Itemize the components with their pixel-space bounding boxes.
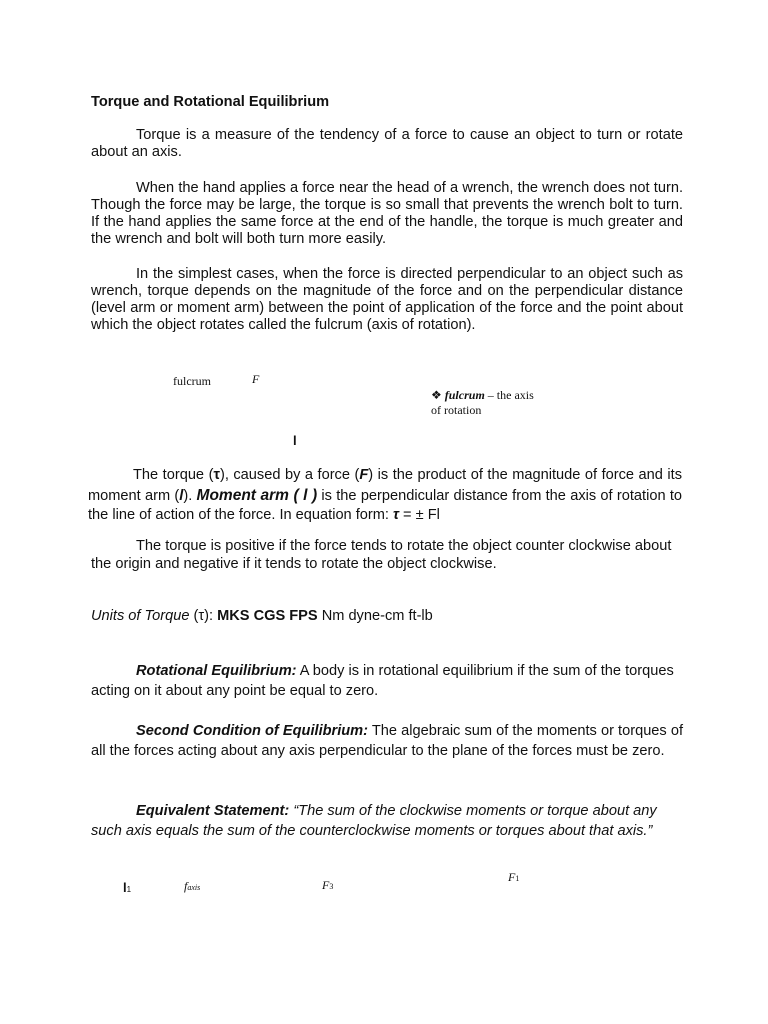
- rotational-equilibrium-term: Rotational Equilibrium:: [136, 663, 297, 679]
- force-label: F: [252, 372, 260, 386]
- fulcrum-note-text: – the axis: [484, 388, 534, 402]
- arm-1-label: l1: [123, 880, 132, 895]
- paragraph-simplest-cases: In the simplest cases, when the force is directed perpendicular to an object such as wrench, torque depends on the magnitude of the force and on the perpendicular distance (level arm or moment arm) between the point of application of the force and the point about which the object rotates called the fulcrum (axis of rotation).: [91, 266, 683, 333]
- units-systems: MKS CGS FPS: [217, 608, 318, 624]
- paragraph-torque-product: The torque (τ), caused by a force (F) is the product of the magnitude of force and its moment arm (l). Moment arm ( l ) is the perpendicular distance from the axis of rotation to the line of action of the force. In equation form: τ = ± Fl: [88, 467, 683, 523]
- paragraph-equivalent-statement: Equivalent Statement: “The sum of the clockwise moments or torque about any such axis equals the sum of the counterclockwise moments or torques about that axis.”: [91, 803, 657, 839]
- units-of-torque: [91, 608, 683, 625]
- f-axis-label: faxis: [184, 879, 201, 893]
- moment-arm-term: Moment arm ( l ): [196, 486, 318, 504]
- units-symbol: (τ):: [189, 608, 218, 624]
- paragraph-wrench-example: When the hand applies a force near the head of a wrench, the wrench does not turn. Though the force may be large, the torque is so small that prevents the wrench bolt to turn. If the hand applies the same force at the end of the handle, the torque is much greater and the wrench and bolt will both turn more easily.: [91, 180, 683, 247]
- fulcrum-label: fulcrum: [173, 374, 211, 388]
- equivalent-statement-term: Equivalent Statement:: [136, 803, 290, 819]
- paragraph-torque-definition: Torque is a measure of the tendency of a force to cause an object to turn or rotate about an axis.: [91, 127, 683, 160]
- paragraph-rotational-equilibrium: Rotational Equilibrium: A body is in rotational equilibrium if the sum of the torques acting on it about any point be equal to zero.: [91, 663, 674, 699]
- equation-tau: τ: [393, 507, 399, 523]
- fulcrum-note-text2: of rotation: [431, 403, 482, 417]
- diamond-bullet-icon: ❖: [431, 388, 442, 402]
- paragraph-torque-sign: The torque is positive if the force tends to rotate the object counter clockwise about the origin and negative if it tends to rotate the object clockwise.: [91, 538, 672, 572]
- second-condition-term: Second Condition of Equilibrium:: [136, 723, 369, 739]
- document-title: Torque and Rotational Equilibrium: [91, 94, 330, 110]
- paragraph-second-condition: Second Condition of Equilibrium: The algebraic sum of the moments or torques of all the forces acting about any axis perpendicular to the plane of the forces must be zero.: [91, 723, 683, 759]
- tau-symbol: τ: [213, 467, 220, 483]
- equation-rest: = ± Fl: [399, 507, 440, 523]
- force-3-label: F3: [322, 878, 334, 892]
- units-label: Units of Torque: [91, 608, 190, 624]
- fulcrum-note: [431, 388, 571, 418]
- force-1-label: F1: [508, 870, 520, 884]
- moment-arm-label: l: [293, 433, 297, 448]
- units-values: Nm dyne-cm ft-lb: [317, 608, 433, 624]
- fulcrum-note-term: fulcrum: [444, 388, 485, 402]
- arm-symbol: l: [179, 487, 184, 504]
- force-symbol: F: [359, 467, 369, 483]
